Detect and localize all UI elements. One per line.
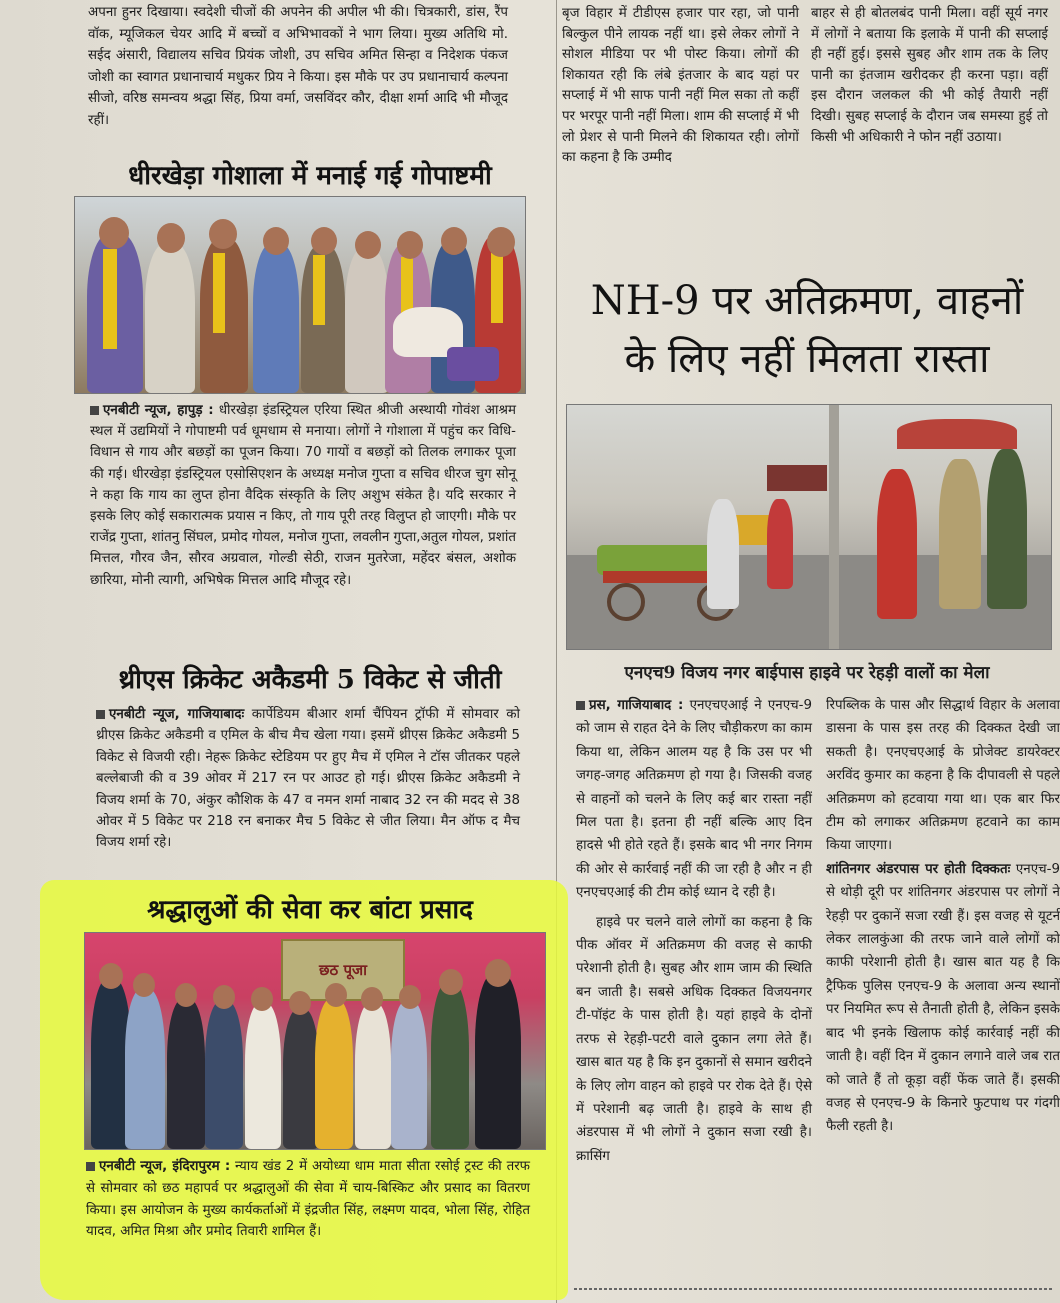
left-top-paragraph: अपना हुनर दिखाया। स्वदेशी चीजों की अपनेन की अपील भी की। चित्रकारी, डांस, रैंप वॉक, म्यूजिकल चेयर आदि में बच्चों व अभिभावकों ने भाग लिया। मुख्य अतिथि मो. सईद अंसारी, विद्यालय सचिव प्रियंक जोशी, उप सचिव अमित सिन्हा व निदेशक पंकज जोशी का स्वागत प्रधानाचार्य मधुकर प्रिय ने किया। इस मौके पर उप प्रधानाचार्य कल्पना सीजो, वरिष्ठ समन्वय श्रद्धा सिंह, प्रिया वर्मा, जसविंदर कौर, दीक्षा शर्मा आदि भी मौजूद रहीं। xyxy=(88,5,508,128)
bullet-square-icon xyxy=(86,1162,95,1171)
story1-headline: धीरखेड़ा गोशाला में मनाई गई गोपाष्टमी xyxy=(128,161,492,191)
main-story-col1-para2: हाइवे पर चलने वाले लोगों का कहना है कि पीक ऑवर में अतिक्रमण की वजह से काफी परेशानी होती है। सुबह और शाम जाम की स्थिति बन जाती है। सबसे अधिक दिक्कत विजयनगर टी-पॉइंट के पास होती है। यहां हाइवे के दोनों तरफ से रेहड़ी-पटरी वाले दुकान लगा लेते हैं। खास बात यह है कि इन दुकानों से समान खरीदने के लिए लोग वाहन को हाइवे पर रोक देते हैं। ऐसे में परेशानी बढ़ जाती है। हाइवे के साथ ही अंडरपास में भी लोगों ने दुकान सजा रखी है। क्रासिंग xyxy=(576,914,812,1164)
story2-dateline: एनबीटी न्यूज, गाजियाबादः xyxy=(109,707,245,722)
prasad-photo-scene xyxy=(85,933,545,1149)
main-story-body xyxy=(576,694,1060,1168)
main-story-col2-para2 xyxy=(826,858,1060,1139)
right-top-col1: बृज विहार में टीडीएस हजार पार रहा, जो पानी बिल्कुल पीने लायक नहीं था। इसे लेकर लोगों ने सोशल मीडिया पर भी पोस्ट किया। लोगों की शिकायत रही कि लंबे इंतजार के बाद यहां पर सप्लाई में भी साफ पानी नहीं मिल सका तो कहीं पर भरपूर पानी नहीं मिला। शाम की सप्लाई में भी लो प्रेशर से पानी मिलने की शिकायत रही। लोगों का कहना है कि उम्मीद xyxy=(562,6,799,166)
story2-body xyxy=(96,704,520,854)
main-story-col1-text: एनएचएआई ने एनएच-9 को जाम से राहत देने के लिए चौड़ीकरण का काम किया था, लेकिन आलम यह है कि उस पर भी जगह-जगह अतिक्रमण हो गया है। जिसकी वजह से वाहनों को चलने के लिए कई बार रास्ता नहीं मिल पता है। इतना ही नहीं बल्कि आए दिन हादसे भी होते रहते हैं। इसके बाद भी नगर निगम की ओर से कार्रवाई नहीं की जा रही है और न ही एनएचएआई की टीम कोई ध्यान दे रही है। xyxy=(576,698,813,901)
main-story-dateline: प्रस, गाजियाबाद : xyxy=(589,698,684,713)
main-story-col2-para1: रिपब्लिक के पास और सिद्धार्थ विहार के अलावा डासना के पास इस तरह की दिक्कत देखी जा सकती है। एनएचएआई के प्रोजेक्ट डायरेक्टर अरविंद कुमार का कहना है कि दीपावली से पहले अतिक्रमण को हटवाया गया था। एक बार फिर टीम को लगाकर अतिक्रमण हटवाने का काम किया जाएगा। xyxy=(826,698,1060,854)
bullet-square-icon xyxy=(576,701,585,710)
story1-body xyxy=(90,400,516,591)
nh9-photo xyxy=(566,404,1052,650)
story3-body xyxy=(86,1156,530,1243)
main-headline xyxy=(562,272,1052,388)
main-story-col2 xyxy=(826,694,1060,1168)
main-headline-line1: NH-9 पर अतिक्रमण, वाहनों xyxy=(590,278,1024,324)
bullet-square-icon xyxy=(90,406,99,415)
gopashtami-photo-scene xyxy=(75,197,525,393)
story1-dateline: एनबीटी न्यूज, हापुड़ : xyxy=(103,403,214,418)
main-headline-line2: के लिए नहीं मिलता रास्ता xyxy=(624,336,990,382)
prasad-photo xyxy=(84,932,546,1150)
main-story-col1-para1 xyxy=(576,694,812,905)
story2-text: कार्पेडियम बीआर शर्मा चैंपियन ट्रॉफी में सोमवार को थ्रीएस क्रिकेट अकैडमी व एमिल के बीच मैच खेला गया। इसमें थ्रीएस क्रिकेट अकैडमी 5 विकेट से विजयी रही। नेहरू क्रिकेट स्टेडियम पर हुए मैच में एमिल ने टॉस जीतकर पहले बल्लेबाजी की व 39 ओवर में 217 रन पर आउट हो गई। थ्रीएस क्रिकेट अकैडमी ने विजय शर्मा के 70, अंकुर कौशिक के 47 व नमन शर्मा नाबाद 32 रन की मदद से 38 ओवर में 5 विकेट पर 218 रन बनाकर मैच 5 विकेट से जीत लिया। मैन ऑफ द मैच विजय शर्मा रहे। xyxy=(96,707,520,851)
chhath-banner: छठ पूजा xyxy=(281,939,405,1001)
story3-text: न्याय खंड 2 में अयोध्या धाम माता सीता रसोई ट्रस्ट की तरफ से सोमवार को छठ महापर्व पर श्रद्धालुओं की सेवा में चाय-बिस्किट और प्रसाद का वितरण किया। इस आयोजन के मुख्य कार्यकर्ताओं में इंद्रजीत सिंह, लक्ष्मण यादव, भोला सिंह, रोहित यादव, अमित मिश्रा और प्रमोद तिवारी शामिल हैं। xyxy=(86,1159,530,1240)
bottom-dotted-rule xyxy=(574,1288,1054,1290)
sub-head-shantinagar: शांतिनगर अंडरपास पर होती दिक्कतः xyxy=(826,861,1011,877)
right-top-block xyxy=(562,4,1048,169)
right-column xyxy=(562,0,1060,1303)
main-story-col2-text: एनएच-9 से थोड़ी दूरी पर शांतिनगर अंडरपास पर लोगों ने रेहड़ी पर दुकानें सजा रखी हैं। इस वजह से यूटर्न लेकर लालकुंआ की तरफ जाने वाले लोगों को काफी परेशानी होती है। खास बात यह है कि ट्रैफिक पुलिस एनएच-9 के अलावा अन्य स्थानों पर नियमित रूप से तैनाती होती है, लेकिन इसके बाद भी इनके खिलाफ कोई कार्रवाई नहीं की जाती है। वहीं दिन में दुकान लगाने वाले जब रात को जाते हैं तो कूड़ा वहीं फेंक जाते हैं। इसकी वजह से एनएच-9 के किनारे फुटपाथ पर गंदगी फैली रहती है। xyxy=(826,861,1060,1135)
story2-headline: थ्रीएस क्रिकेट अकैडमी 5 विकेट से जीती xyxy=(118,665,502,695)
right-top-col2: बाहर से ही बोतलबंद पानी मिला। वहीं सूर्य नगर में लोगों ने बताया कि इलाके में पानी की सप्लाई ही नहीं हुई। इससे सुबह और शाम तक के लिए पानी का इंतजाम खरीदकर ही करना पड़ा। वहीं इस दौरान जलकल की भी कोई तैयारी नहीं दिखी। सुबह सप्लाई के दौरान जब समस्या हुई तो किसी भी अधिकारी ने फोन नहीं उठाया। xyxy=(811,6,1048,145)
main-story-col1 xyxy=(576,694,812,1168)
story3-headline: श्रद्धालुओं की सेवा कर बांटा प्रसाद xyxy=(147,895,473,925)
bullet-square-icon xyxy=(96,710,105,719)
nh9-photo-scene xyxy=(567,405,1051,649)
gopashtami-photo xyxy=(74,196,526,394)
story3-dateline: एनबीटी न्यूज, इंदिरापुरम : xyxy=(99,1159,231,1174)
left-column xyxy=(70,0,550,1303)
story1-text: धीरखेड़ा इंडस्ट्रियल एरिया स्थित श्रीजी अस्थायी गोवंश आश्रम स्थल में उद्यमियों ने गोपाष्टमी पर्व धूमधाम से मनाया। लोगों ने गोशाला में पहुंच कर विधि-विधान से गाय और बछड़ों का पूजन किया। 70 गायों व बछड़ों को तिलक लगाकर पूजा की गई। धीरखेड़ा इंडस्ट्रियल एसोसिएशन के अध्यक्ष मनोज गुप्ता व सचिव धीरज चुग सोनू ने कहा कि गाय का लुप्त होना वैदिक संस्कृति के लिए अशुभ संकेत है। यदि सरकार ने इसके लिए कोई सकारात्मक प्रयास न किए, तो गाय पूरी तरह विलुप्त हो जाएगी। मौके पर राजेंद्र गुप्ता, शांतनु सिंघल, प्रमोद गोयल, मनोज गुप्ता, लवलीन गुप्ता,अतुल गोयल, प्रशांत मित्तल, गौरव जैन, सौरव अग्रवाल, गोल्डी सेठी, राजन मुतरेजा, महेंदर बंसल, अशोक छारिया, मोनी त्यागी, अभिषेक मित्तल आदि मौजूद रहे। xyxy=(90,403,516,588)
photo-caption: एनएच9 विजय नगर बाईपास हाइवे पर रेहड़ी वालों का मेला xyxy=(624,663,990,683)
